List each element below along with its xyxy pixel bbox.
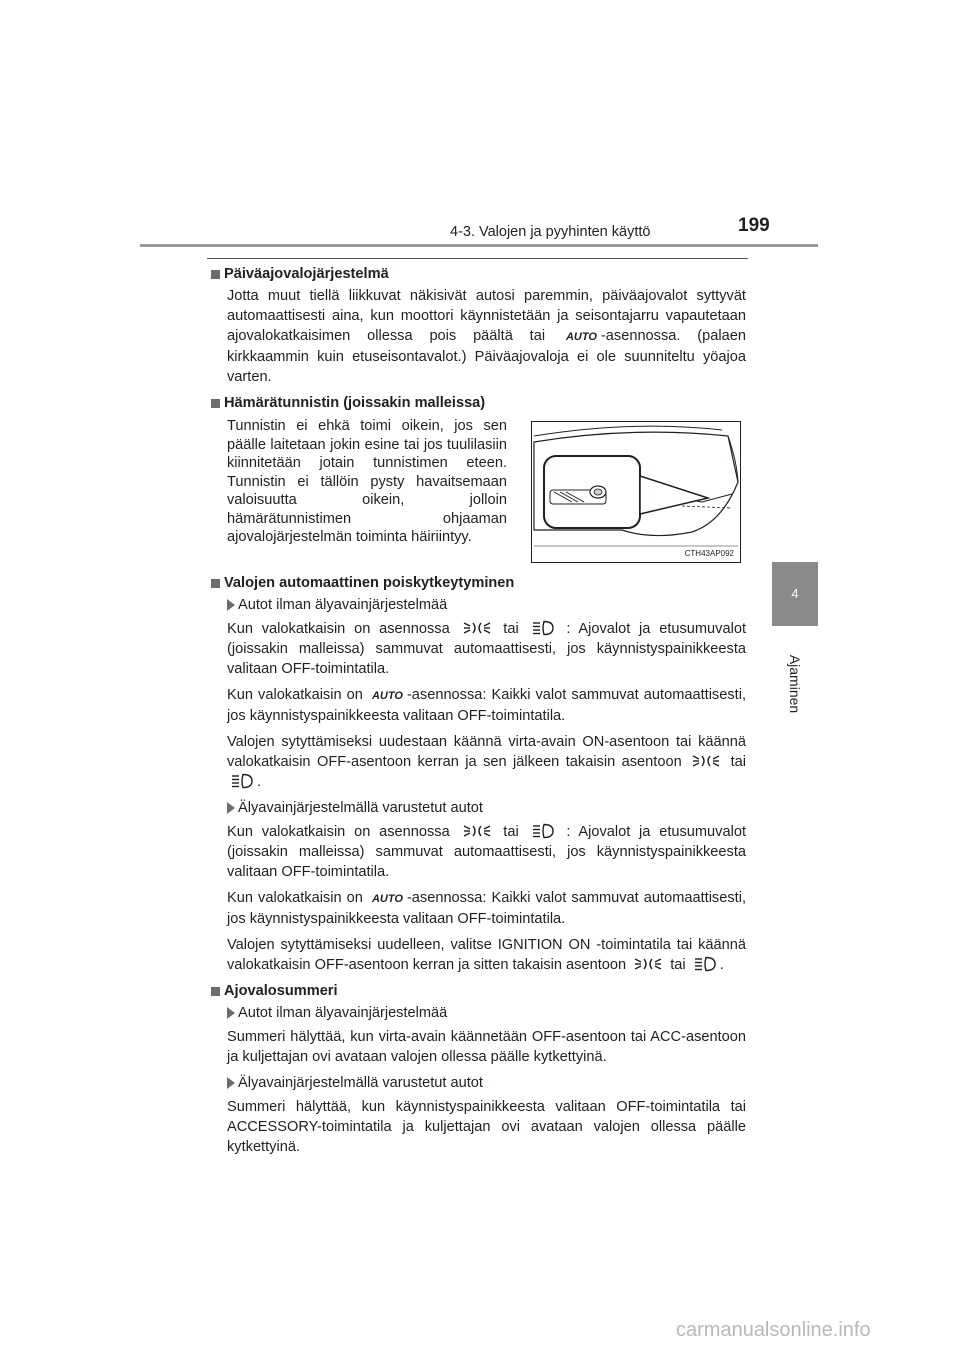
- sensor-paragraph: Tunnistin ei ehkä toimi oikein, jos sen päälle laitetaan jokin esine tai jos tuulilasiin kiinnitetään jotain tunnistimen eteen. Tunnistin ei tällöin pysty havaitsemaan valoisuutta oikein, jolloin hämärätunnistimen ohjaaman ajovalojärjestelmän toiminta häiriintyy.: [227, 418, 507, 545]
- chapter-tab[interactable]: [772, 562, 818, 626]
- text: tai: [670, 957, 686, 973]
- section-heading-buzzer: [211, 981, 746, 1001]
- text: Valojen sytyttämiseksi uudestaan käännä virta-avain ON-asentoon tai käännä valokatkaisin OFF-asentoon kerran ja sen jälkeen takaisin asentoon: [227, 734, 746, 770]
- text: .: [257, 774, 262, 790]
- text: -asennossa: Kaikki valot sammuvat automaattisesti, jos käynnistyspainikkeesta valitaan OFF-toimintatila.: [227, 890, 746, 927]
- subheading-smart-key: [207, 1073, 746, 1093]
- section-heading-text: Hämärätunnistin (joissakin malleissa): [224, 395, 486, 411]
- headlights-icon: [231, 773, 253, 789]
- text: Kun valokatkaisin on: [227, 890, 363, 906]
- text: Jotta muut tiellä liikkuvat näkisivät autosi paremmin, päiväajovalot syttyvät automaattisesti aina, kun moottori käynnistetään ja seisontajarru vapautetaan ajovalokatkaisimen ollessa pois päältä tai: [227, 288, 746, 344]
- auto-icon: AUTO: [565, 331, 597, 343]
- section-heading-sensor: [211, 393, 746, 413]
- chapter-number: 4: [791, 586, 799, 601]
- section-heading-text: Päiväajovalojärjestelmä: [224, 266, 389, 282]
- sensor-block: [207, 417, 746, 563]
- subheading-smart-key: [207, 798, 746, 818]
- triangle-bullet-icon: [227, 802, 235, 814]
- header-rule: [140, 244, 818, 247]
- headlights-icon: [532, 823, 554, 839]
- subheading-text: Älyavainjärjestelmällä varustetut autot: [238, 800, 483, 816]
- paragraph-auto-off-2: [207, 685, 746, 726]
- headlights-icon: [532, 620, 554, 636]
- parking-lights-icon: [692, 753, 720, 769]
- figure-code: CTH43AP092: [684, 549, 734, 558]
- text: tai: [503, 824, 519, 840]
- text: .: [719, 957, 724, 973]
- sensor-figure: [531, 421, 741, 563]
- paragraph-auto-off-6: [207, 935, 746, 975]
- triangle-bullet-icon: [227, 1077, 235, 1089]
- paragraph-day: [207, 286, 746, 387]
- text: Kun valokatkaisin on: [227, 687, 363, 703]
- text: Kun valokatkaisin on asennossa: [227, 621, 450, 637]
- section-heading-text: Valojen automaattinen poiskytkeytyminen: [224, 575, 515, 591]
- text: -asennossa: Kaikki valot sammuvat automaattisesti, jos käynnistyspainikkeesta valitaan OFF-toimintatila.: [227, 687, 746, 724]
- windshield-sensor-illustration: [532, 422, 740, 562]
- page-content: [207, 262, 746, 1163]
- square-bullet-icon: [211, 579, 220, 588]
- square-bullet-icon: [211, 987, 220, 996]
- auto-icon: AUTO: [371, 893, 403, 905]
- paragraph-buzzer-1: Summeri hälyttää, kun virta-avain käännetään OFF-asentoon tai ACC-asentoon ja kuljettajan ovi avataan valojen ollessa päälle kytkettyinä.: [227, 1029, 746, 1065]
- text: tai: [503, 621, 519, 637]
- paragraph-auto-off-3: [207, 732, 746, 792]
- section-heading-auto-off: [211, 573, 746, 593]
- content-rule: [207, 258, 748, 259]
- section-heading-text: Ajovalosummeri: [224, 983, 338, 999]
- square-bullet-icon: [211, 270, 220, 279]
- text: tai: [730, 754, 746, 770]
- subheading-no-smart-key: [207, 1003, 746, 1023]
- text: : Ajovalot ja etusumuvalot (joissakin malleissa) sammuvat automaattisesti, jos käynnistyspainikkeesta valitaan OFF-toimintatila.: [227, 621, 746, 677]
- subheading-text: Älyavainjärjestelmällä varustetut autot: [238, 1075, 483, 1091]
- chapter-label: [772, 626, 818, 741]
- text: Valojen sytyttämiseksi uudelleen, valitse IGNITION ON -toimintatila tai käännä valokatkaisin OFF-asentoon kerran ja sitten takaisin asentoon: [227, 937, 746, 973]
- parking-lights-icon: [634, 956, 662, 972]
- text: -asennossa. (palaen kirkkaammin kuin etuseisontavalot.) Päiväajovaloja ei ole suunniteltu yöajoa varten.: [227, 328, 746, 385]
- paragraph-auto-off-1: [207, 619, 746, 679]
- auto-icon: AUTO: [371, 690, 403, 702]
- triangle-bullet-icon: [227, 599, 235, 611]
- parking-lights-icon: [463, 823, 491, 839]
- paragraph-auto-off-4: [207, 822, 746, 882]
- paragraph-auto-off-5: [207, 888, 746, 929]
- chapter-label-text: Ajaminen: [787, 654, 803, 713]
- triangle-bullet-icon: [227, 1007, 235, 1019]
- parking-lights-icon: [463, 620, 491, 636]
- paragraph-buzzer-2: Summeri hälyttää, kun käynnistyspainikkeesta valitaan OFF-toimintatila tai ACCESSORY-toimintatila ja kuljettajan ovi avataan valojen ollessa päälle kytkettyinä.: [227, 1099, 746, 1155]
- square-bullet-icon: [211, 399, 220, 408]
- subheading-text: Autot ilman älyavainjärjestelmää: [238, 1005, 448, 1021]
- subheading-text: Autot ilman älyavainjärjestelmää: [238, 597, 448, 613]
- text: : Ajovalot ja etusumuvalot (joissakin malleissa) sammuvat automaattisesti, jos käynnistyspainikkeesta valitaan OFF-toimintatila.: [227, 824, 746, 880]
- section-heading-day: [211, 264, 746, 284]
- text: Kun valokatkaisin on asennossa: [227, 824, 450, 840]
- page-number: 199: [738, 215, 770, 236]
- section-title: 4-3. Valojen ja pyyhinten käyttö: [450, 224, 651, 240]
- headlights-icon: [694, 956, 716, 972]
- subheading-no-smart-key: [207, 595, 746, 615]
- watermark: carmanualsonline.info: [676, 1319, 871, 1341]
